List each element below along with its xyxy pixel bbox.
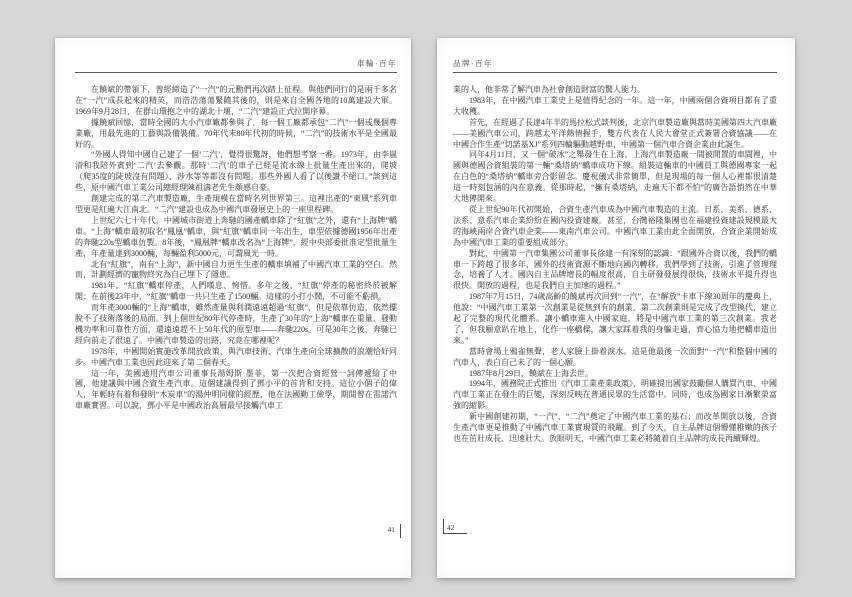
page-right-content (453, 58, 777, 578)
paragraph: “外國人得知中國自己建了一個‘二汽’，覺得很驚訝，他們想考察一番。1973年，由李嵐清和我陪外賓到‘二汽’去參觀。那時‘二汽’的車子已經是流水線上批量生產出來的，爬坡（爬35度的陡坡沒有問題）、涉水等等都沒有問題。那些外國人看了以後讚不絕口。”談到這些，原中國汽車工業公司總經理陳祖濤老先生頗感自豪。 (75, 150, 397, 193)
paragraph: 北有“紅旗”，南有“上海”，新中國自力更生生產的轎車填補了中國汽車工業的空白。然而，計劃經濟的寵物終究為自己埋下了隱患。 (75, 259, 397, 280)
paragraph: 首先，在經過了長達4年半的馬拉松式談判後，北京汽車製造廠與當時美國第四大汽車廠——美國汽車公司，跨越太平洋熱情握手，雙方代表在人民大會堂正式簽署合資協議——在中國合作生產“切諾基XJ”系列四輪驅動越野車，中國第一個汽車合資企業由此誕生。 (453, 117, 777, 149)
paragraph: 同年4月11日，又一個“破冰”之舉發生在上海。上海汽車製造廠一間被閒置的車間裡，中國與德國合資組裝的第一輛“桑塔納”轎車成功下線。組裝這輛車的中國員工與德國專家一起在白色的“桑塔納”轎車旁合影留念。慶祝儀式非常簡單，但是現場的每一個人心裡都很清楚這一時刻包涵的內在意義。從那時起，“擁有桑塔納，走遍天下都不怕”的廣告語悄然在中華大地傳開來。 (453, 150, 777, 204)
page-left (55, 38, 411, 578)
page-number-42: 42 (443, 519, 467, 534)
paragraph: 從上世紀90年代初開始，合資生產汽車成為中國汽車製造的主流。日系、美系、德系、法系、意系汽車企業紛紛在國內投資建廠。甚至，台灣裕隆集團也在福建投資建設規模最大的海峽兩岸合資汽車企業——東南汽車公司。中國汽車工業由此全面開放，合資企業開始成為中國汽車工業的重要組成部分。 (453, 204, 777, 247)
body-text-left (75, 85, 397, 412)
page-right (437, 38, 795, 578)
paragraph: 這一年，美國通用汽車公司董事長湯姆斯·墨菲，第一次把合資經營一詞傳遞給了中國，他建議與中國合資生產汽車。這個建議得到了鄧小平的首肯和支持。這位小個子的偉人，年輕時有着和發明“木炭車”的湯仲明同樣的經歷，他在法國勤工儉學，期間曾在雷諾汽車廠實習。可以說，鄧小平是中國政治高層最早接觸汽車工 (75, 368, 397, 411)
paragraph: 在饒斌的帶領下，曾經締造了“一汽”的元勳們再次踏上征程。與他們同行的是兩千多名在“一汽”成長起來的精英，而浩浩蕩蕩緊隨其後的，則是來自全國各地的10萬建設大軍。1969年9月28日，在群山環抱之中的湖北十堰，“二汽”建設正式拉開序幕。 (75, 85, 397, 116)
running-head-right: 品牌·百年 (453, 59, 493, 68)
paragraph: 創建完成的第二汽車製造廠，生產規模在當時名列世界第三。這裡出產的“東風”系列車型更是紅遍大江南北。“二汽”建設也成為中國汽車發展史上的一座里程碑。 (75, 194, 397, 214)
paragraph: 對此，中國第一汽車集團公司董事長徐建一有深刻的認識：“跟國外合資以後，我們的轎車一下跨越了很多年，國外的技術資源不斷地向國內轉移。我們學到了技術，引進了管理理念，培養了人才。國內自主品牌增長的幅度很高，自主研發發展得很快，技術水平提升得也很快。開放的過程，也是我們自主加速的過程。” (453, 248, 777, 291)
paragraph: 1987年7月15日，74歲高齡的饒斌再次回到“一汽”，在“解放”卡車下線30周年的慶典上，他說：“中國汽車工業第一次創業是從無到有的創業，第二次創業則是完成了改型換代，建立起了完整的現代化體系。讓小轎車進入中國家庭，將是中國汽車工業的第三次創業。我老了，但我願意趴在地上，化作一座橋樑，讓大家踩着我的身軀走過，齊心協力地把轎車造出來。” (453, 292, 777, 345)
paragraph: 據饒斌回憶，當時全國的大小汽車廠都參與了，每一個工廠都承包“二汽”一個或幾個專業廠，用最先進的工藝與設備裝備。70年代末80年代初的時候，“二汽”的技術水平是全國最好的。 (75, 117, 397, 149)
paragraph: 而年產3000輛的“上海”轎車，雖然產量與利潤遠遠超過“紅旗”，但是依靠仿造，依然擺脫不了技術落後的局面。到上個世紀80年代停產時，生產了30年的“上海”轎車在重量、發動機功率和可靠性方面，還遠遠趕不上50年代的原型車——奔馳220s。可是30年之後，奔馳已經向前走了很遠了。中國汽車製造的出路，究竟在哪裡呢？ (75, 303, 397, 345)
paragraph: 新中國創建初期，“一汽”、“二汽”奠定了中國汽車工業的基石；而改革開放以後，合資生產汽車更是推動了中國汽車工業實現質的飛躍。到了今天，自主品牌這個懵懂稚嫩的孩子也在茁壯成長、迅速壯大。放眼明天，中國汽車工業必將隨着自主品牌的成長再續輝煌。 (453, 412, 777, 443)
paragraph: 1978年，中國開始實施改革開放政策，與汽車技術、汽車生產向全球擴散的浪潮恰好同步。中國汽車工業也因此迎來了第二個春天。 (75, 346, 397, 367)
running-head-rule (75, 72, 397, 73)
paragraph: 1994年，國務院正式推出《汽車工業產業政策》，明確提出國家鼓勵個人購買汽車、中國汽車工業正在發生的巨變，深刻反映在普通民眾的生活當中。同時，也成為國家日漸繁榮富強的縮影。 (453, 379, 777, 411)
running-head-rule (453, 72, 777, 73)
paragraph: 當時會場上鴉雀無聲，老人家臉上掛着淚水。這是他最後一次面對“一汽”和整個中國的汽車人，表白自己未了的一個心願。 (453, 346, 777, 367)
paragraph: 上世紀六七十年代，中國城市街道上奔馳的國產轎車除了“紅旗”之外，還有“上海牌”轎車。“上海”轎車最初取名“鳳凰”轎車，與“紅旗”轎車同一年出生，車型依據德國1956年出產的奔馳220s型轎車仿製。8年後，“鳳凰牌”轎車改名為“上海牌”，經中央部委批准定型批量生產，年產量達到3000輛，每輛盈利5000元，可謂風光一時。 (75, 215, 397, 258)
page-number-41: 41 (388, 524, 402, 538)
paragraph: 1987年8月29日，饒斌在上海去世。 (469, 368, 593, 378)
paragraph: 1983年，在中國汽車工業史上是值得紀念的一年。這一年，中國兩個合資項目都有了重大收穫。 (453, 95, 777, 116)
paragraph: 1981年，“紅旗”轎車停產，人們嘆息、惋惜。多年之後，“紅旗”停產的秘密終於被解開：在前後23年中，“紅旗”轎車一共只生產了1500輛。這樣的小打小鬧，不可能不虧損。 (75, 281, 397, 302)
page-left-content (75, 58, 397, 578)
body-text-right (453, 85, 777, 445)
running-head-left: 車輪·百年 (357, 59, 397, 68)
paragraph: 業的人，他非常了解汽車為社會創造財富的驚人能力。 (453, 85, 645, 94)
